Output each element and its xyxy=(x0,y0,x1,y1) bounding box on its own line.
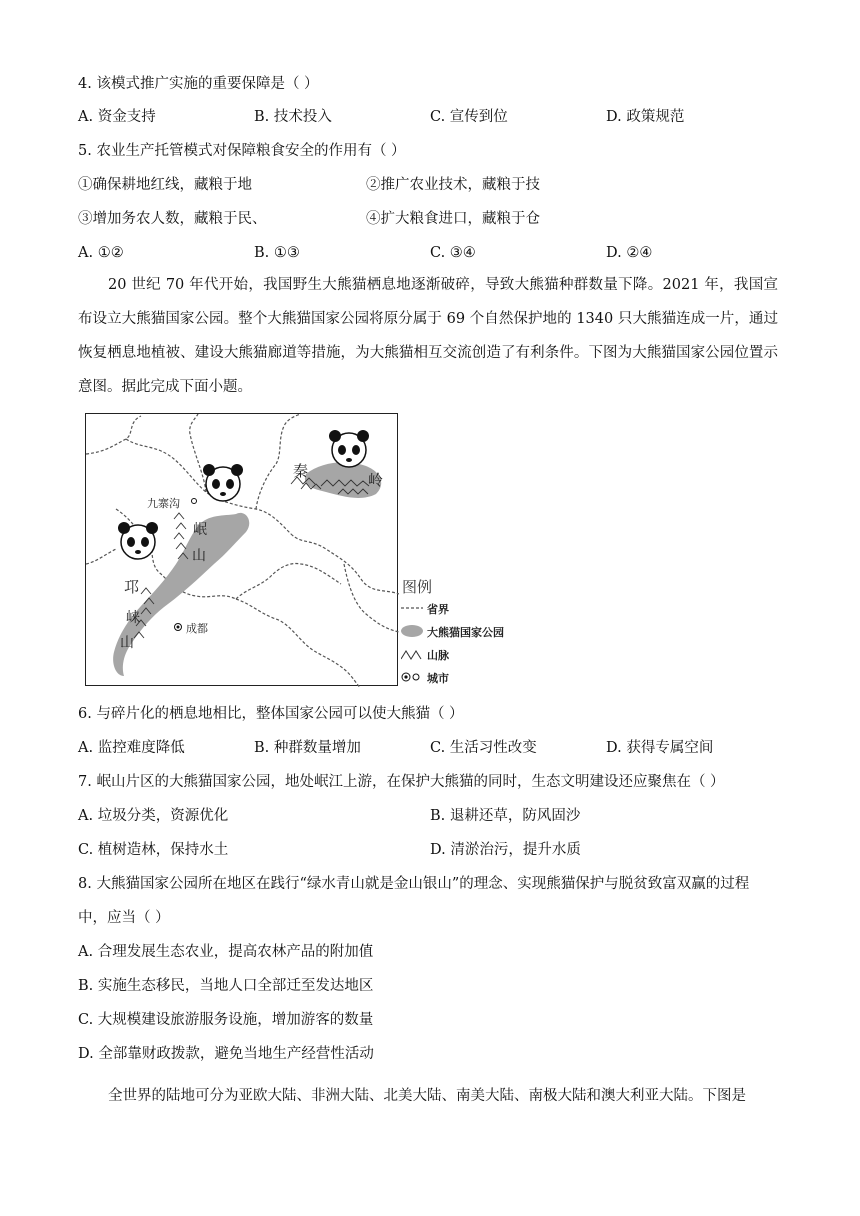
q7-stem: 7. 岷山片区的大熊猫国家公园，地处岷江上游，在保护大熊猫的同时，生态文明建设还应聚焦在（ ） xyxy=(78,774,725,790)
q4-option-c: C. 宣传到位 xyxy=(430,109,508,125)
q8-option-b: B. 实施生态移民，当地人口全部迁至发达地区 xyxy=(78,978,374,994)
city-jiuzhaigou xyxy=(192,499,197,504)
q8-option-d: D. 全部靠财政拨款，避免当地生产经营性活动 xyxy=(78,1046,374,1062)
label-qiong-shan: 山 xyxy=(120,635,134,651)
q4-option-d: D. 政策规范 xyxy=(606,109,685,125)
legend-title: 图例 xyxy=(402,578,433,596)
label-min-shan: 山 xyxy=(192,548,206,564)
q6-stem: 6. 与碎片化的栖息地相比，整体国家公园可以使大熊猫（ ） xyxy=(78,706,464,722)
q5-statement-4: ④扩大粮食进口，藏粮于仓 xyxy=(366,211,540,227)
q4-option-a: A. 资金支持 xyxy=(78,109,156,125)
q6-option-a: A. 监控难度降低 xyxy=(78,740,185,756)
label-qin: 秦 xyxy=(293,462,309,480)
q8-stem-line2: 中，应当（ ） xyxy=(78,910,170,926)
q6-option-d: D. 获得专属空间 xyxy=(606,740,714,756)
q7-option-c: C. 植树造林，保持水土 xyxy=(78,842,229,858)
mountain-icon xyxy=(401,647,423,661)
q5-stem: 5. 农业生产托管模式对保障粮食安全的作用有（ ） xyxy=(78,143,406,159)
label-lai: 崃 xyxy=(126,610,140,626)
q6-option-c: C. 生活习性改变 xyxy=(430,740,537,756)
q7-option-d: D. 清淤治污，提升水质 xyxy=(430,842,581,858)
q4-stem: 4. 该模式推广实施的重要保障是（ ） xyxy=(78,76,319,92)
legend-item-city: 城市 xyxy=(401,670,521,684)
q8-option-a: A. 合理发展生态农业，提高农林产品的附加值 xyxy=(78,944,374,960)
panda-park-map xyxy=(85,413,525,688)
q5-statement-3: ③增加务农人数，藏粮于民、 xyxy=(78,211,267,227)
city-icon xyxy=(401,670,423,684)
q5-statement-2: ②推广农业技术，藏粮于技 xyxy=(366,177,540,193)
q5-statement-1: ①确保耕地红线，藏粮于地 xyxy=(78,177,252,193)
panda-icon-minshan xyxy=(203,464,243,501)
dashed-line-icon xyxy=(401,601,423,615)
q7-option-b: B. 退耕还草，防风固沙 xyxy=(430,808,581,824)
label-jiuzhaigou: 九寨沟 xyxy=(147,497,180,510)
q5-option-d: D. ②④ xyxy=(606,245,653,261)
province-border xyxy=(86,416,141,454)
q6-option-b: B. 种群数量增加 xyxy=(254,740,361,756)
legend-item-border: 省界 xyxy=(401,601,521,615)
panda-icon-qinling xyxy=(329,430,369,467)
legend-item-mountain: 山脉 xyxy=(401,647,521,661)
label-ling: 岭 xyxy=(368,471,384,489)
label-min: 岷 xyxy=(193,522,207,538)
q5-option-a: A. ①② xyxy=(78,245,124,261)
passage-continents: 全世界的陆地可分为亚欧大陆、非洲大陆、北美大陆、南美大陆、南极大陆和澳大利亚大陆。下图是 xyxy=(108,1088,746,1104)
q5-option-c: C. ③④ xyxy=(430,245,476,261)
panda-icon-qionglai xyxy=(118,522,158,559)
q4-option-b: B. 技术投入 xyxy=(254,109,332,125)
q8-option-c: C. 大规模建设旅游服务设施，增加游客的数量 xyxy=(78,1012,374,1028)
map-frame xyxy=(85,413,398,686)
q8-stem-line1: 8. 大熊猫国家公园所在地区在践行“绿水青山就是金山银山”的理念、实现熊猫保护与脱贫致富双赢的过程 xyxy=(78,876,750,892)
q5-option-b: B. ①③ xyxy=(254,245,300,261)
legend-item-park: 大熊猫国家公园 xyxy=(401,624,521,638)
label-qiong: 邛 xyxy=(124,578,140,596)
label-chengdu: 成都 xyxy=(186,622,208,635)
passage-panda-park: 20 世纪 70 年代开始，我国野生大熊猫栖息地逐渐破碎，导致大熊猫种群数量下降。2021 年，我国宣布设立大熊猫国家公园。整个大熊猫国家公园将原分属于 69 个自然保护地的 1340 只大熊猫连成一片，通过恢复栖息地植被、建设大熊猫廊道等措施，为大熊猫相互交流创造了有利条件。下图为大熊猫国家公园位置示意图。据此完成下面小题。 xyxy=(78,277,778,395)
q7-option-a: A. 垃圾分类，资源优化 xyxy=(78,808,229,824)
grey-area-icon xyxy=(401,624,423,638)
